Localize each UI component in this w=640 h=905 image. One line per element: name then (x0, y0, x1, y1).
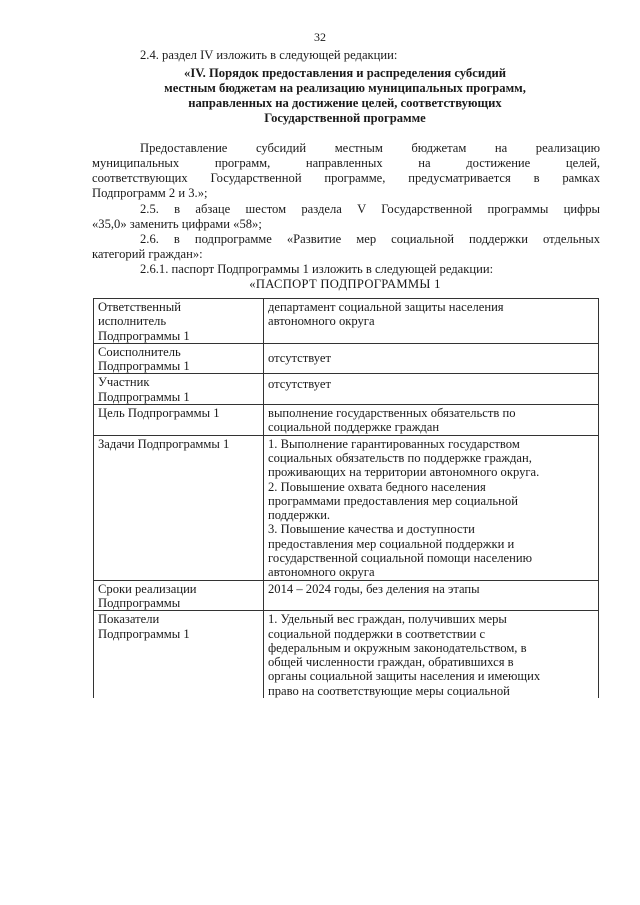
row-value: выполнение государственных обязательств по социальной поддержке граждан (264, 405, 599, 436)
section-title-line-1: «IV. Порядок предоставления и распределения субсидий (184, 66, 506, 80)
row-value: 1. Удельный вес граждан, получивших меры социальной поддержки в соответствии с федеральным и окружным законодательством, в общей численности граждан, обратившихся в органы социальной защиты населения и имеющих право на соответствующие меры социальной (264, 611, 599, 698)
table-row (94, 435, 599, 580)
table-row (94, 374, 599, 405)
row-label: Ответственный исполнитель Подпрограммы 1 (94, 299, 264, 344)
page-number: 32 (314, 30, 326, 44)
item-2-6-line-2: категорий граждан»: (92, 247, 203, 261)
section-title-line-3: направленных на достижение целей, соответствующих (188, 96, 502, 110)
table-row (94, 405, 599, 436)
row-value: 2014 – 2024 годы, без деления на этапы (264, 580, 599, 611)
table-row (94, 299, 599, 344)
item-2-6-1: 2.6.1. паспорт Подпрограммы 1 изложить в следующей редакции: (140, 262, 494, 276)
table-row (94, 611, 599, 698)
row-value: департамент социальной защиты населения автономного округа (264, 299, 599, 344)
item-2-4: 2.4. раздел IV изложить в следующей редакции: (140, 48, 398, 62)
item-2-6-line-1: 2.6. в подпрограмме «Развитие мер социальной поддержки отдельных (140, 232, 600, 246)
row-value: отсутствует (264, 374, 599, 405)
section-body-line-3: соответствующих Государственной программе, предусматривается в рамках (92, 171, 600, 185)
row-label: Соисполнитель Подпрограммы 1 (94, 343, 264, 374)
section-body-line-4: Подпрограмм 2 и 3.»; (92, 186, 208, 200)
row-label: Участник Подпрограммы 1 (94, 374, 264, 405)
passport-title: «ПАСПОРТ ПОДПРОГРАММЫ 1 (249, 277, 441, 291)
row-value: 1. Выполнение гарантированных государством социальных обязательств по поддержке граждан, проживающих на территории автономного округа. 2. Повышение охвата бедного населения программами предоставления мер социальной поддержки. 3. Повышение качества и доступности предоставления мер социальной поддержки и государственной социальной помощи населению автономного округа (264, 435, 599, 580)
section-title-line-2: местным бюджетам на реализацию муниципальных программ, (164, 81, 526, 95)
item-2-5-line-2: «35,0» заменить цифрами «58»; (92, 217, 262, 231)
item-2-5-line-1: 2.5. в абзаце шестом раздела V Государственной программы цифры (140, 202, 600, 216)
section-title-line-4: Государственной программе (264, 111, 426, 125)
row-label: Показатели Подпрограммы 1 (94, 611, 264, 698)
section-body-line-1: Предоставление субсидий местным бюджетам на реализацию (140, 141, 600, 155)
table-row (94, 343, 599, 374)
section-body-line-2: муниципальных программ, направленных на достижение целей, (92, 156, 600, 170)
row-label: Задачи Подпрограммы 1 (94, 435, 264, 580)
row-label: Цель Подпрограммы 1 (94, 405, 264, 436)
row-value: отсутствует (264, 343, 599, 374)
row-label: Сроки реализации Подпрограммы (94, 580, 264, 611)
table-row (94, 580, 599, 611)
passport-table (93, 298, 599, 698)
